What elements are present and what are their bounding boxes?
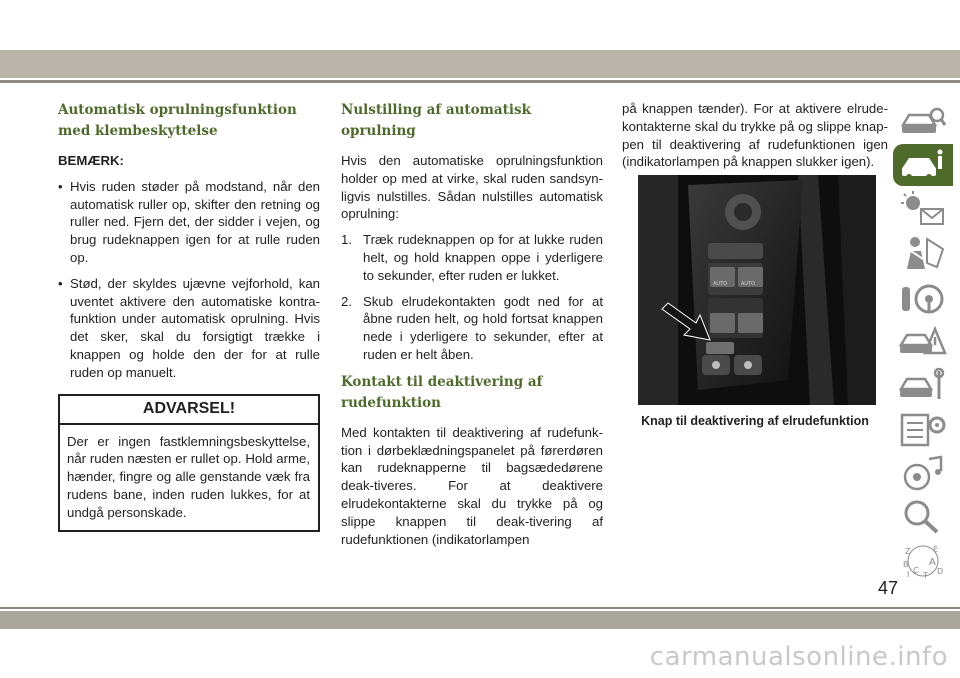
note-bullet-1: • Hvis ruden støder på modstand, når den automatisk ruller op, skifter den retning og ruller ned. Fjern det, der sidder i vejen, og brug rudeknappen igen for at rulle ruden op. — [58, 178, 320, 267]
auto-label-left: AUTO — [713, 281, 728, 287]
steering-wheel-key-icon — [899, 279, 947, 315]
column-right — [622, 100, 888, 179]
warning-light-message-icon — [899, 191, 947, 227]
reset-steps — [341, 231, 603, 364]
column-middle — [341, 100, 603, 556]
page-number: 47 — [877, 578, 898, 598]
footer-rule — [0, 607, 960, 609]
window-switch-illustration — [638, 175, 876, 405]
tab-car-magnifier[interactable] — [893, 100, 953, 142]
heading-auto-up-pinch-protection: Automatisk oprulningsfunktion med klembeskyttelse — [58, 102, 297, 139]
step-number: 2. — [341, 293, 352, 309]
auto-label-right: AUTO — [741, 281, 756, 287]
tab-servicing[interactable] — [893, 364, 953, 406]
note-label: BEMÆRK: — [58, 153, 124, 168]
tab-car-info[interactable] — [893, 144, 953, 186]
warning-box — [58, 394, 320, 532]
tab-multimedia[interactable] — [893, 452, 953, 494]
tab-customer-assistance[interactable] — [893, 496, 953, 538]
lockout-continuation: på knappen tænder). For at aktivere elrude-kontakterne skal du trykke på og slippe knap-pen til deaktivering af rudefunktionen igen (indikatorlampen på knappen slukker igen). — [622, 101, 888, 170]
step-text: Træk rudeknappen op for at lukke ruden helt, og hold knappen oppe i yderligere to sekunder, efter ruden er lukket. — [363, 232, 603, 283]
step-text: Skub elrudekontakten godt ned for at åbne ruden helt, og hold fortsat knappen nede i yderligere to sekunder, efter at ruden er helt åben. — [363, 293, 603, 362]
index-letter: T — [923, 571, 928, 579]
index-letter: I — [907, 570, 910, 579]
index-letter: C — [913, 566, 919, 575]
reset-intro: Hvis den automatiske oprulningsfunktion holder op med at virke, skal ruden sandsyn-ligvis nulstilles. Sådan nulstilles automatisk oprulning: — [341, 153, 603, 222]
tab-maintenance[interactable] — [893, 408, 953, 450]
airbag-person-icon — [899, 235, 947, 271]
reset-step-1 — [341, 231, 603, 284]
search-magnifier-icon — [899, 499, 947, 535]
car-info-icon — [899, 147, 947, 183]
tab-emergency[interactable] — [893, 320, 953, 362]
heading-window-lockout: Kontakt til deaktivering af rudefunktion — [341, 373, 543, 411]
tab-index[interactable] — [893, 540, 953, 582]
note-bullet-2: • Stød, der skyldes ujævne vejforhold, kan uventet aktivere den automatiske kontra-funktion under automatisk oprulning. Hvis det sker, skal du forsigtigt trække i knappen og holde den der for at rulle ruden op manuelt. — [58, 275, 320, 382]
watermark-text: carmanualsonline.info — [649, 642, 948, 672]
reset-step-2 — [341, 293, 603, 364]
alphabet-index-icon — [899, 543, 947, 579]
photo-caption: Knap til deaktivering af elrudefunktion — [641, 414, 869, 428]
car-magnifier-icon — [899, 103, 947, 139]
index-letter: D — [937, 567, 944, 576]
step-number: 1. — [341, 232, 352, 248]
car-wrench-icon — [899, 367, 947, 403]
window-switch-photo — [638, 175, 876, 405]
multimedia-music-icon — [899, 455, 947, 491]
footer-band — [0, 611, 960, 629]
tab-warning-messages[interactable] — [893, 188, 953, 230]
heading-reset-auto-up: Nulstilling af automatisk oprulning — [341, 102, 531, 139]
warning-title: ADVARSEL! — [60, 396, 318, 425]
index-letter: A — [929, 557, 936, 568]
tab-safety[interactable] — [893, 232, 953, 274]
index-letter: Z — [905, 547, 911, 556]
maintenance-checklist-icon — [899, 411, 947, 447]
tab-starting-operating[interactable] — [893, 276, 953, 318]
header-rule — [0, 80, 960, 83]
note-bullets — [58, 178, 320, 382]
index-letter: B — [903, 560, 909, 569]
column-left — [58, 100, 320, 532]
warning-text: Der er ingen fastklemningsbeskyttelse, når ruden næsten er rullet op. Hold arme, hænder, fingre og alle genstande væk fra rudens bane, inden ruden lukkes, for at undgå personskade. — [67, 433, 310, 520]
car-warning-triangle-icon — [899, 323, 947, 359]
header-band — [0, 50, 960, 78]
index-letter: E — [933, 545, 939, 554]
lockout-body: Med kontakten til deaktivering af rudefunk-tion i dørbeklædningspanelet på førerdøren kan rudeknapperne til bagsædedørene deak-tiveres. For at deaktivere elrudekontakterne skal du trykke på og slippe knappen til deak-tivering af rudefunktionen (indikatorlampen — [341, 424, 603, 547]
